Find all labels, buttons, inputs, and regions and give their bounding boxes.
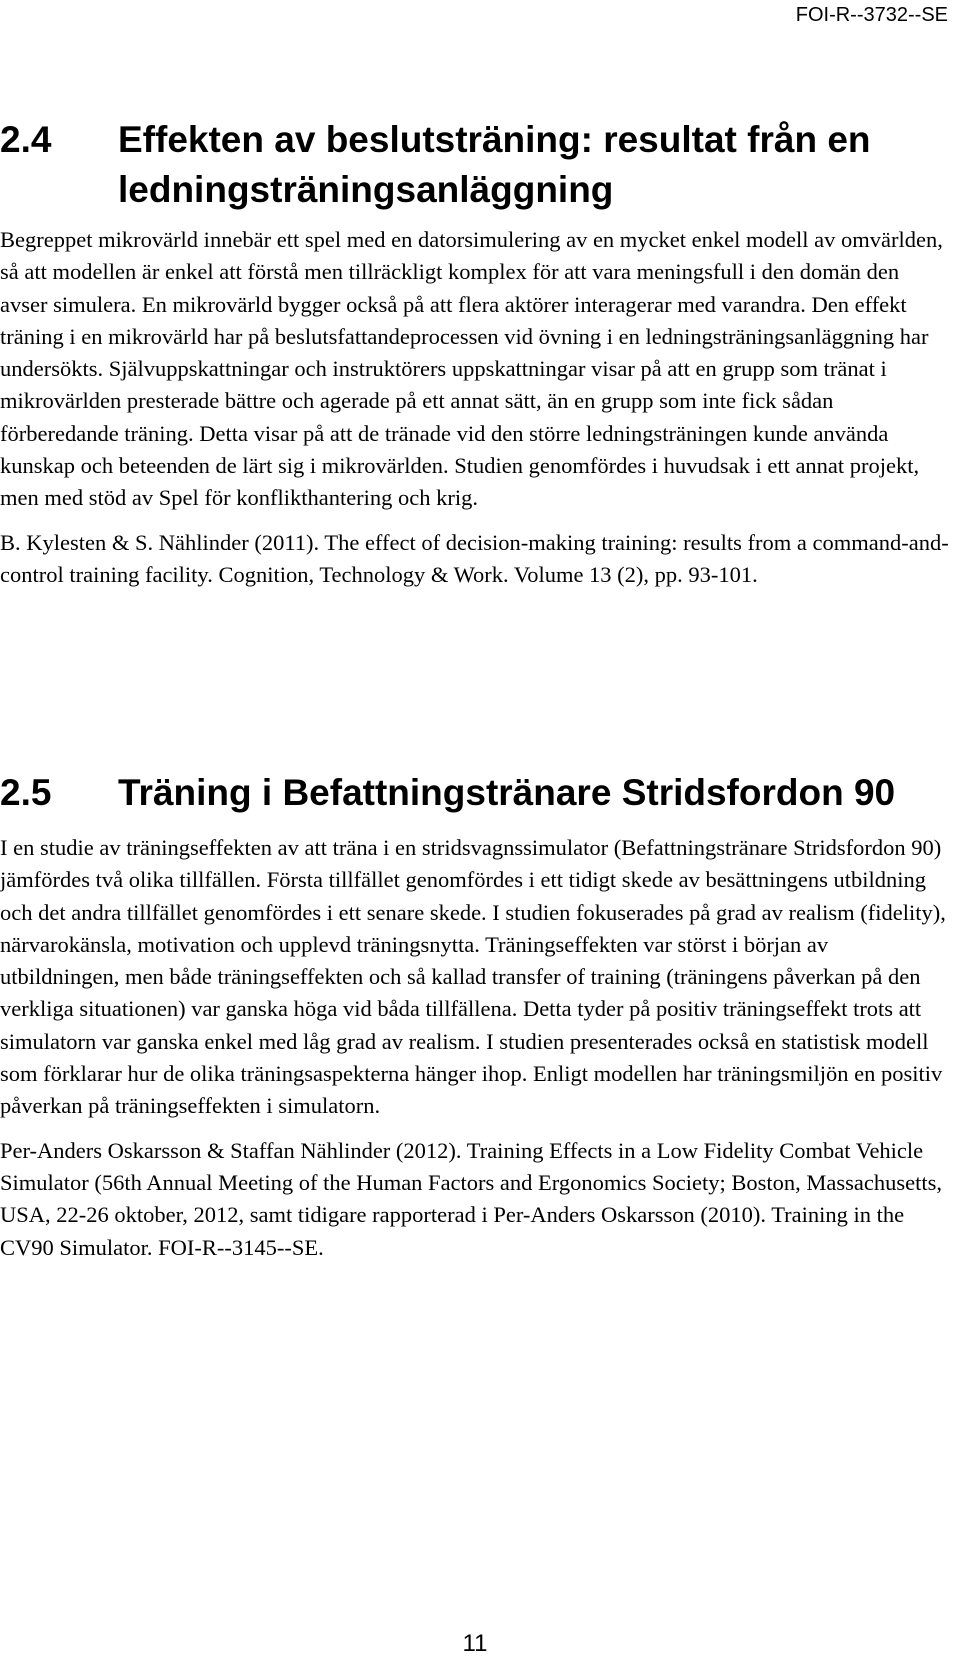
section-title: Träning i Befattningstränare Stridsfordon 90 bbox=[118, 772, 896, 813]
section-number: 2.5 bbox=[0, 772, 52, 813]
section-heading bbox=[0, 115, 950, 215]
reference: B. Kylesten & S. Nählinder (2011). The effect of decision-making training: results from a command-and-control training facility. Cognition, Technology & Work. Volume 13 (2), pp. 93-101. bbox=[0, 529, 949, 587]
section-2-5 bbox=[0, 768, 950, 1264]
section-number: 2.4 bbox=[0, 119, 52, 160]
report-id: FOI-R--3732--SE bbox=[795, 4, 948, 26]
page-number: 11 bbox=[462, 1630, 488, 1657]
section-heading bbox=[0, 768, 950, 818]
section-title: Effekten av beslutsträning: resultat från en ledningsträningsanläggning bbox=[118, 119, 871, 210]
section-2-4 bbox=[0, 115, 950, 591]
body-paragraph: Begreppet mikrovärld innebär ett spel med en datorsimulering av en mycket enkel modell av omvärlden, så att modellen är enkel att förstå men tillräckligt komplex för att vara meningsfull i den domän den avser simulera. En mikrovärld bygger också på att flera aktörer interagerar med varandra. Den effekt träning i en mikrovärld har på beslutsfattandeprocessen vid övning i en ledningsträningsanläggning har undersökts. Självuppskattningar och instruktörers uppskattningar visar på att en grupp som tränat i mikrovärlden presterade bättre och agerade på ett annat sätt, än en grupp som inte fick sådan förberedande träning. Detta visar på att de tränade vid den större ledningsträningen kunde använda kunskap och beteenden de lärt sig i mikrovärlden. Studien genomfördes i huvudsak i ett annat projekt, men med stöd av Spel för konflikthantering och krig. bbox=[0, 227, 943, 511]
body-paragraph: I en studie av träningseffekten av att träna i en stridsvagnssimulator (Befattningstränare Stridsfordon 90) jämfördes två olika tillfällen. Första tillfället genomfördes i ett tidigt skede av besättningens utbildning och det andra tillfället genomfördes i ett senare skede. I studien fokuserades på grad av realism (fidelity), närvarokänsla, motivation och upplevd träningsnytta. Träningseffekten var störst i början av utbildningen, men både träningseffekten och så kallad transfer of training (träningens påverkan på den verkliga situationen) var ganska höga vid båda tillfällena. Detta tyder på positiv träningseffekt trots att simulatorn var ganska enkel med låg grad av realism. I studien presenterades också en statistisk modell som förklarar hur de olika träningsaspekterna hänger ihop. Enligt modellen har träningsmiljön en positiv påverkan på träningseffekten i simulatorn. bbox=[0, 835, 946, 1119]
reference: Per-Anders Oskarsson & Staffan Nählinder (2012). Training Effects in a Low Fidelity Combat Vehicle Simulator (56th Annual Meeting of the Human Factors and Ergonomics Society; Boston, Massachusetts, USA, 22-26 oktober, 2012, samt tidigare rapporterad i Per-Anders Oskarsson (2010). Training in the CV90 Simulator. FOI-R--3145--SE. bbox=[0, 1137, 942, 1260]
